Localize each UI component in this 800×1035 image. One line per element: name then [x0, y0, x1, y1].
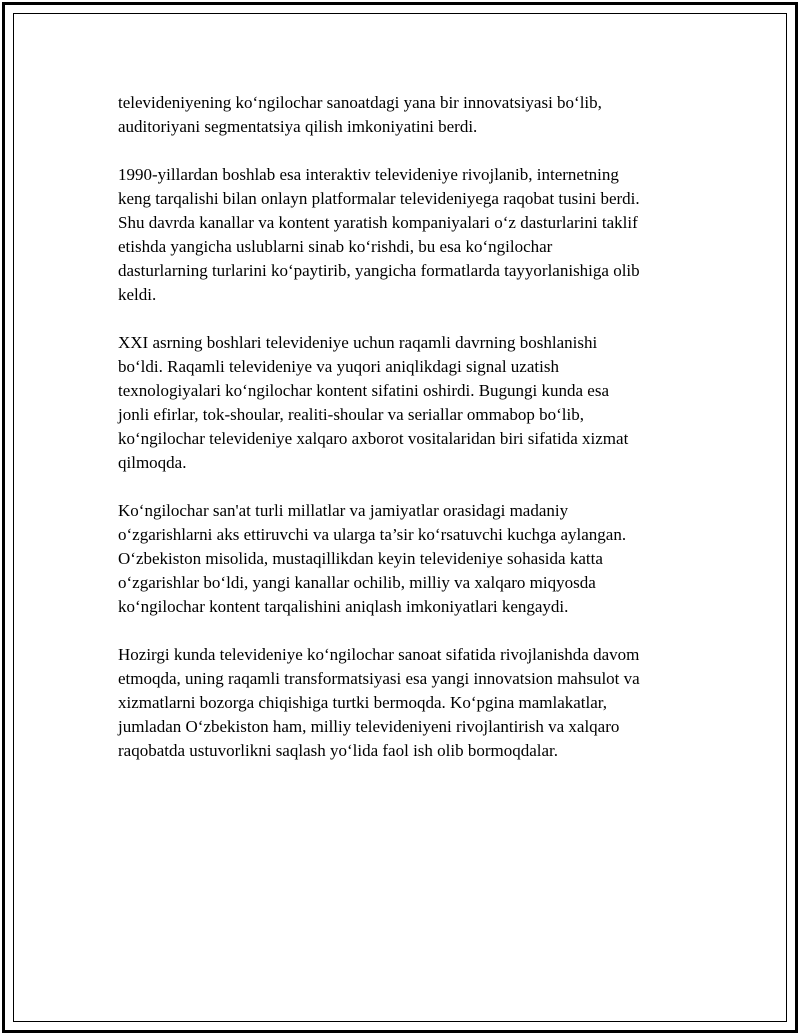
- text-line: Shu davrda kanallar va kontent yaratish kompaniyalari o‘z dasturlarini taklif: [118, 213, 638, 232]
- text-line: 1990-yillardan boshlab esa interaktiv televideniye rivojlanib, internetning: [118, 165, 619, 184]
- text-line: keng tarqalishi bilan onlayn platformalar televideniyega raqobat tusini berdi.: [118, 189, 640, 208]
- text-line: o‘zgarishlar bo‘ldi, yangi kanallar ochilib, milliy va xalqaro miqyosda: [118, 573, 596, 592]
- text-line: auditoriyani segmentatsiya qilish imkoniyatini berdi.: [118, 117, 478, 136]
- document-body: [118, 91, 688, 787]
- text-line: televideniyening ko‘ngilochar sanoatdagi yana bir innovatsiyasi bo‘lib,: [118, 93, 602, 112]
- text-line: raqobatda ustuvorlikni saqlash yo‘lida faol ish olib bormoqdalar.: [118, 741, 559, 760]
- text-line: etishda yangicha uslublarni sinab ko‘rishdi, bu esa ko‘ngilochar: [118, 237, 553, 256]
- text-line: jumladan O‘zbekiston ham, milliy televideniyeni rivojlantirish va xalqaro: [118, 717, 620, 736]
- text-line: qilmoqda.: [118, 453, 187, 472]
- text-line: Hozirgi kunda televideniye ko‘ngilochar sanoat sifatida rivojlanishda davom: [118, 645, 640, 664]
- paragraph-4: [118, 499, 688, 619]
- text-line: o‘zgarishlarni aks ettiruvchi va ularga ta’sir ko‘rsatuvchi kuchga aylangan.: [118, 525, 627, 544]
- paragraph-3: [118, 331, 688, 475]
- text-line: dasturlarning turlarini ko‘paytirib, yangicha formatlarda tayyorlanishiga olib: [118, 261, 640, 280]
- paragraph-5: [118, 643, 688, 763]
- paragraph-1: [118, 91, 688, 139]
- paragraph-2: [118, 163, 688, 307]
- text-line: keldi.: [118, 285, 157, 304]
- text-line: texnologiyalari ko‘ngilochar kontent sifatini oshirdi. Bugungi kunda esa: [118, 381, 610, 400]
- text-line: ko‘ngilochar televideniye xalqaro axborot vositalaridan biri sifatida xizmat: [118, 429, 629, 448]
- text-line: jonli efirlar, tok-shoular, realiti-shoular va seriallar ommabop bo‘lib,: [118, 405, 584, 424]
- text-line: xizmatlarni bozorga chiqishiga turtki bermoqda. Ko‘pgina mamlakatlar,: [118, 693, 608, 712]
- text-line: etmoqda, uning raqamli transformatsiyasi esa yangi innovatsion mahsulot va: [118, 669, 640, 688]
- text-line: O‘zbekiston misolida, mustaqillikdan keyin televideniye sohasida katta: [118, 549, 603, 568]
- text-line: Ko‘ngilochar san'at turli millatlar va jamiyatlar orasidagi madaniy: [118, 501, 569, 520]
- text-line: XXI asrning boshlari televideniye uchun raqamli davrning boshlanishi: [118, 333, 598, 352]
- text-line: bo‘ldi. Raqamli televideniye va yuqori aniqlikdagi signal uzatish: [118, 357, 559, 376]
- text-line: ko‘ngilochar kontent tarqalishini aniqlash imkoniyatlari kengaydi.: [118, 597, 569, 616]
